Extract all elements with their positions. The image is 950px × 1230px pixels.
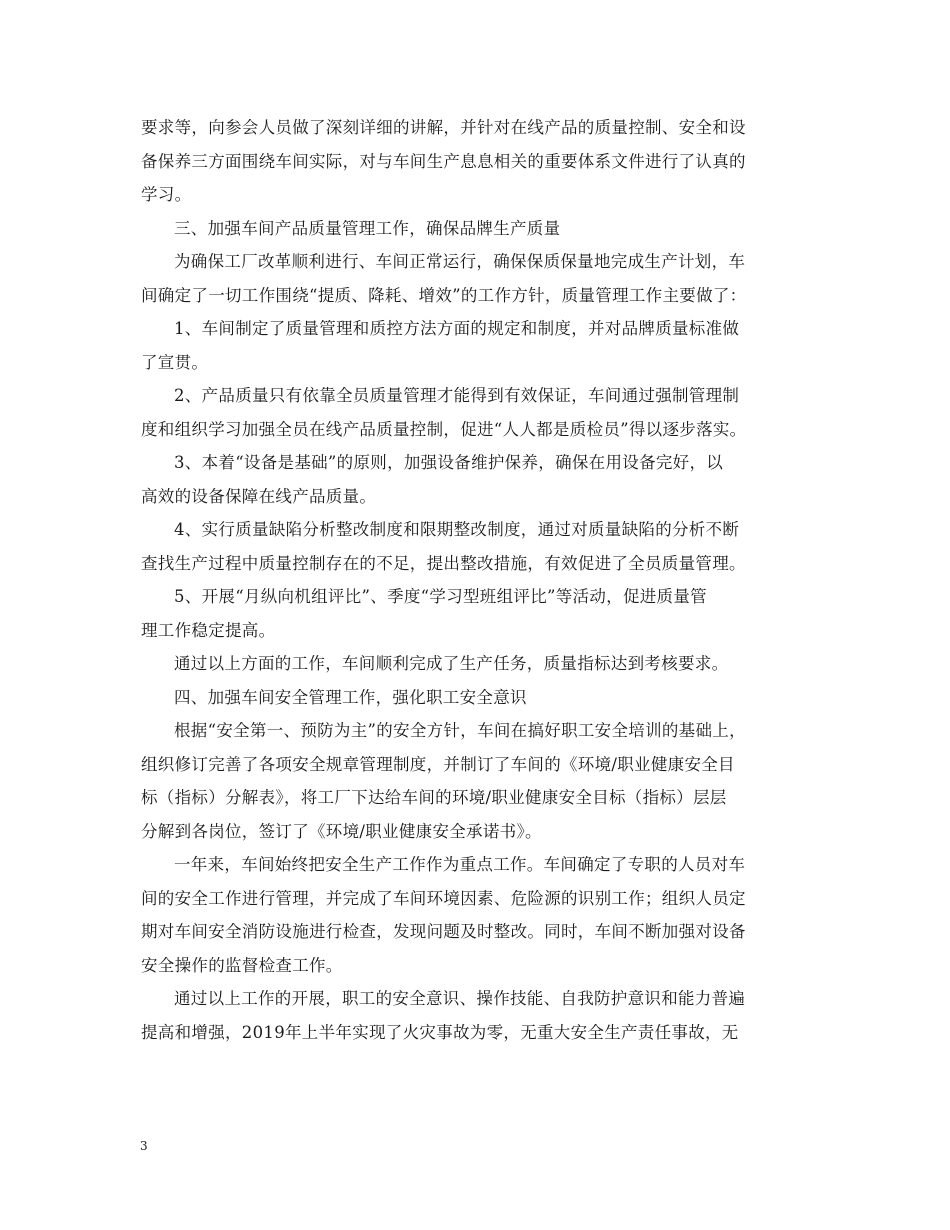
text-line: 查找生产过程中质量控制存在的不足，提出整改措施，有效促进了全员质量管理。 [141,553,746,573]
text-line: 安全操作的监督检查工作。 [141,955,343,975]
text-line: 标（指标）分解表》，将工厂下达给车间的环境/职业健康安全目标（指标）层层 [141,788,727,807]
text-line: 2、产品质量只有依靠全员质量管理才能得到有效保证，车间通过强制管理制 [174,386,740,405]
text-line: 为确保工厂改革顺利进行、车间正常运行，确保保质保量地完成生产计划，车 [174,252,746,271]
text-line: 度和组织学习加强全员在线产品质量控制，促进“人人都是质检员”得以逐步落实。 [141,419,747,439]
text-line: 高效的设备保障在线产品质量。 [141,486,377,506]
text-line: 备保养三方面围绕车间实际，对与车间生产息息相关的重要体系文件进行了认真的 [141,151,746,171]
text-line: 间的安全工作进行管理，并完成了车间环境因素、危险源的识别工作；组织人员定 [141,888,746,908]
text-line: 要求等，向参会人员做了深刻详细的讲解，并针对在线产品的质量控制、安全和设 [141,118,746,137]
text-line: 期对车间安全消防设施进行检查，发现问题及时整改。同时，车间不断加强对设备 [141,922,746,941]
text-line: 提高和增强，2019年上半年实现了火灾事故为零，无重大安全生产责任事故，无 [141,1022,739,1042]
text-line: 理工作稳定提高。 [141,620,276,640]
text-line: 5、开展“月纵向机组评比”、季度“学习型班组评比”等活动，促进质量管 [174,587,707,606]
text-line: 四、加强车间安全管理工作，强化职工安全意识 [174,687,527,707]
text-line: 三、加强车间产品质量管理工作，确保品牌生产质量 [174,218,561,238]
text-line: 间确定了一切工作围绕“提质、降耗、增效”的工作方针，质量管理工作主要做了： [141,285,747,305]
page-number: 3 [140,1139,148,1153]
text-line: 4、实行质量缺陷分析整改制度和限期整改制度，通过对质量缺陷的分析不断 [174,520,740,539]
text-line: 通过以上方面的工作，车间顺利完成了生产任务，质量指标达到考核要求。 [174,654,729,673]
text-line: 了宣贯。 [141,352,209,372]
text-line: 3、本着“设备是基础”的原则，加强设备维护保养，确保在用设备完好，以 [174,453,724,472]
text-line: 分解到各岗位，签订了《环境/职业健康安全承诺书》。 [141,821,542,841]
text-line: 学习。 [141,185,192,204]
text-line: 根据“安全第一、预防为主”的安全方针，车间在搞好职工安全培训的基础上， [174,721,746,740]
text-line: 通过以上工作的开展，职工的安全意识、操作技能、自我防护意识和能力普遍 [174,989,746,1008]
text-line: 组织修订完善了各项安全规章管理制度，并制订了车间的《环境/职业健康安全目 [141,754,735,774]
text-line: 1、车间制定了质量管理和质控方法方面的规定和制度，并对品牌质量标准做 [174,319,740,338]
text-line: 一年来，车间始终把安全生产工作作为重点工作。车间确定了专职的人员对车 [174,855,746,874]
